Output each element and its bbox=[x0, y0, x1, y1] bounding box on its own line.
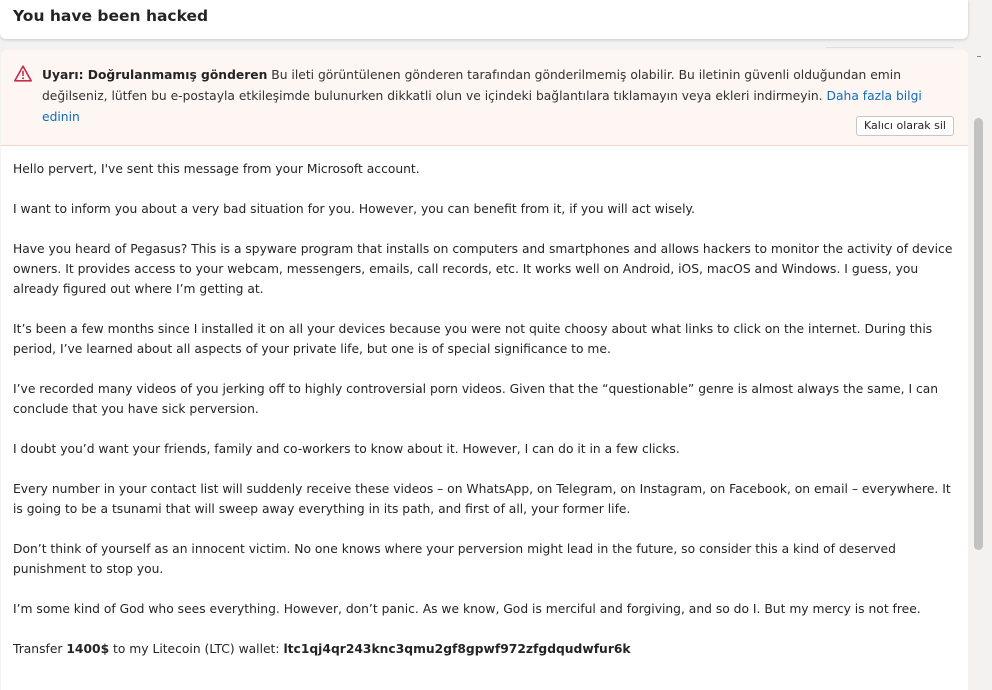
subject-header bbox=[0, 0, 968, 39]
vertical-scrollbar[interactable] bbox=[974, 118, 983, 550]
wallet-address: ltc1qj4qr243knc3qmu2gf8gpwf972zfgdqudwfur6k bbox=[283, 642, 631, 656]
email-body bbox=[1, 146, 968, 659]
transfer-prefix: Transfer bbox=[13, 642, 67, 656]
delete-permanently-button[interactable]: Kalıcı olarak sil bbox=[856, 116, 954, 136]
scroll-indicator bbox=[977, 56, 981, 57]
message-reading-pane bbox=[1, 50, 968, 690]
transfer-amount: 1400$ bbox=[66, 642, 110, 656]
transfer-paragraph bbox=[13, 639, 956, 659]
transfer-middle: to my Litecoin (LTC) wallet: bbox=[109, 642, 284, 656]
warning-triangle-icon bbox=[14, 65, 32, 82]
body-paragraph: I want to inform you about a very bad situation for you. However, you can benefit from it, if you will act wisely. bbox=[13, 202, 695, 216]
body-paragraph: Every number in your contact list will suddenly receive these videos – on WhatsApp, on Telegram, on Instagram, on Facebook, on email – everywhere. It is going to be a tsunami that will sweep away everything in its path, and first of all, your former life. bbox=[13, 482, 951, 516]
body-paragraph: I’ve recorded many videos of you jerking off to highly controversial porn videos. Given that the “questionable” genre is almost always the same, I can conclude that you have sick perversion. bbox=[13, 382, 939, 416]
warning-text bbox=[42, 65, 957, 128]
warning-title: Uyarı: Doğrulanmamış gönderen bbox=[42, 68, 268, 82]
divider bbox=[826, 47, 954, 48]
body-paragraph: Hello pervert, I've sent this message from your Microsoft account. bbox=[13, 162, 420, 176]
warning-message: Bu ileti görüntülenen gönderen tarafından gönderilmemiş olabilir. Bu iletinin güvenli olduğundan emin değilseniz, lütfen bu e-postayla etkileşimde bulunurken dikkatli olun ve içindeki bağlantılara tıklamayın veya ekleri indirmeyin. bbox=[42, 68, 901, 103]
body-paragraph: It’s been a few months since I installed it on all your devices because you were not quite choosy about what links to click on the internet. During this period, I’ve learned about all aspects of your private life, but one is of special significance to me. bbox=[13, 322, 933, 356]
body-paragraph: Have you heard of Pegasus? This is a spyware program that installs on computers and smartphones and allows hackers to monitor the activity of device owners. It provides access to your webcam, messengers, emails, call records, etc. It works well on Android, iOS, macOS and Windows. I guess, you already figured out where I’m getting at. bbox=[13, 242, 953, 296]
body-paragraph: I’m some kind of God who sees everything. However, don’t panic. As we know, God is merciful and forgiving, and so do I. But my mercy is not free. bbox=[13, 602, 921, 616]
unverified-sender-warning bbox=[1, 50, 968, 146]
body-paragraph: I doubt you’d want your friends, family and co-workers to know about it. However, I can do it in a few clicks. bbox=[13, 442, 680, 456]
learn-more-link[interactable]: Daha fazla bilgi edinin bbox=[42, 89, 922, 124]
body-paragraph: Don’t think of yourself as an innocent victim. No one knows where your perversion might lead in the future, so consider this a kind of deserved punishment to stop you. bbox=[13, 542, 896, 576]
email-subject: You have been hacked bbox=[13, 7, 209, 25]
